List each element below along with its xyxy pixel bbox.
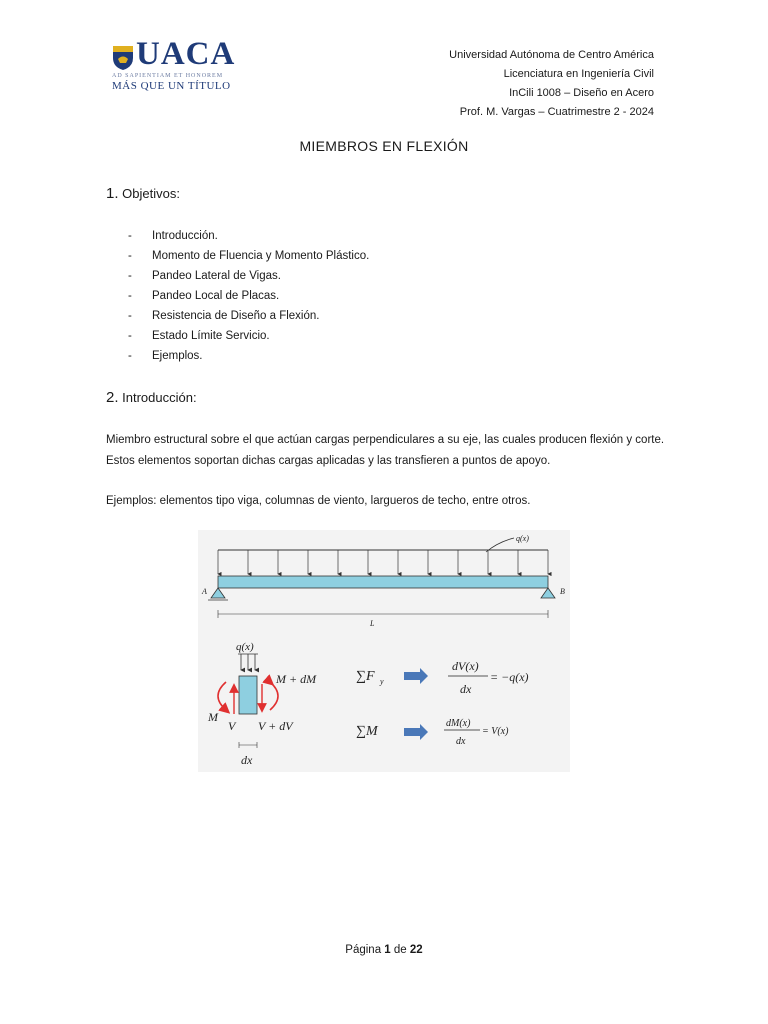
eq1-sub: y xyxy=(380,677,384,686)
document-header xyxy=(449,46,654,122)
load-label: q(x) xyxy=(516,534,529,543)
section-number: 2. xyxy=(106,389,119,406)
moment-right-label: M + dM xyxy=(276,672,317,686)
footer-prefix: Página xyxy=(345,944,382,956)
eq2-sum: ∑M xyxy=(356,724,378,739)
eq1-numerator: dV(x) xyxy=(452,659,479,673)
logo-slogan: MÁS QUE UN TÍTULO xyxy=(112,80,231,92)
section-title: Introducción: xyxy=(122,390,197,405)
element-load-label: q(x) xyxy=(236,641,254,653)
element-load-arrows xyxy=(241,654,255,670)
eq1-sum: ∑F xyxy=(356,669,375,684)
arrow-right-icon xyxy=(404,724,428,740)
moment-left-label: M xyxy=(208,710,218,724)
eq2-denominator: dx xyxy=(456,736,466,747)
beam-diagram xyxy=(198,530,570,772)
current-page: 1 xyxy=(384,944,391,956)
header-program: Licenciatura en Ingeniería Civil xyxy=(503,68,654,80)
eq2-rhs: = V(x) xyxy=(482,726,509,737)
page-footer xyxy=(0,944,768,956)
section-number: 1. xyxy=(106,185,119,202)
header-university: Universidad Autónoma de Centro América xyxy=(449,49,654,61)
paragraph: Miembro estructural sobre el que actúan cargas perpendiculares a su eje, las cuales producen flexión y corte. Estos elementos soportan dichas cargas aplicadas y las transfieren a puntos de apoyo. xyxy=(106,434,665,467)
document-title: MIEMBROS EN FLEXIÓN xyxy=(299,138,469,154)
dx-label: dx xyxy=(241,753,253,767)
list-item: - Pandeo Lateral de Vigas. xyxy=(128,266,369,286)
length-label: L xyxy=(370,619,375,628)
list-item: - Estado Límite Servicio. xyxy=(128,326,369,346)
support-a-label: A xyxy=(202,587,207,596)
objectives-list xyxy=(128,226,369,366)
paragraph: Ejemplos: elementos tipo viga, columnas de viento, largueros de techo, entre otros. xyxy=(106,495,531,507)
eq2-numerator: dM(x) xyxy=(446,718,471,729)
list-item: - Resistencia de Diseño a Flexión. xyxy=(128,306,369,326)
load-arrows xyxy=(218,550,548,574)
list-item: - Momento de Fluencia y Momento Plástico. xyxy=(128,246,369,266)
shear-left-label: V xyxy=(228,719,236,733)
list-item: - Ejemplos. xyxy=(128,346,369,366)
section-heading-introduction xyxy=(106,389,197,406)
support-b-label: B xyxy=(560,587,565,596)
university-logo xyxy=(112,36,242,94)
section-heading-objectives xyxy=(106,185,180,202)
list-item: - Introducción. xyxy=(128,226,369,246)
total-pages: 22 xyxy=(409,944,423,956)
moment-left-arrow xyxy=(218,682,226,710)
roller-support-b xyxy=(541,588,555,598)
section-title: Objetivos: xyxy=(122,186,180,201)
eq1-rhs: = −q(x) xyxy=(490,670,529,684)
arrow-right-icon xyxy=(404,668,428,684)
footer-of: de xyxy=(393,944,407,956)
list-item: - Pandeo Local de Placas. xyxy=(128,286,369,306)
pin-support-a xyxy=(211,588,225,598)
beam-element xyxy=(239,676,257,714)
shear-right-label: V + dV xyxy=(258,719,293,733)
moment-right-arrow xyxy=(270,682,278,710)
header-course: InCili 1008 – Diseño en Acero xyxy=(509,87,654,99)
beam xyxy=(218,576,548,588)
eq1-denominator: dx xyxy=(460,682,472,696)
logo-name: UACA xyxy=(136,36,236,72)
logo-motto: AD SAPIENTIAM ET HONOREM xyxy=(112,73,224,79)
header-professor: Prof. M. Vargas – Cuatrimestre 2 - 2024 xyxy=(459,106,654,118)
beam-diagram-svg xyxy=(198,530,570,772)
shield-icon xyxy=(112,45,134,71)
